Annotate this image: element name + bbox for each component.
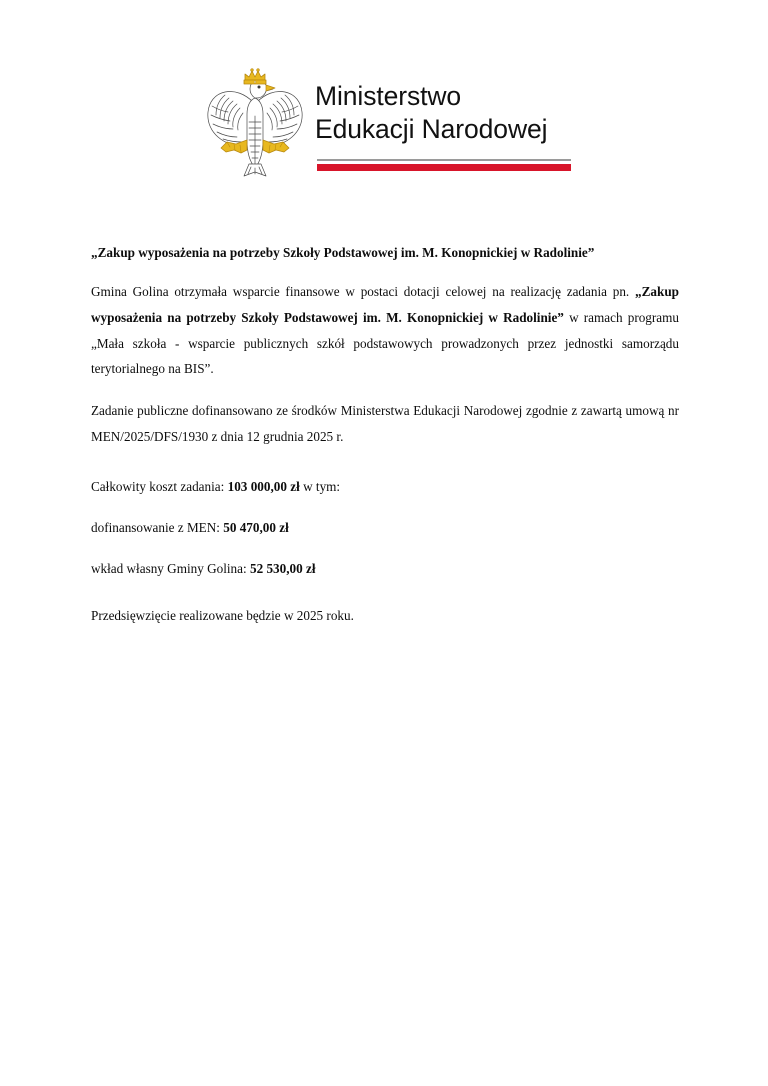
- men-funding-line: [91, 517, 679, 538]
- para1-part2: w ramach programu „Mała szkoła - wsparcie publicznych szkół podstawowych prowadzonych przez jednostki samorządu terytorialnego na BIS”.: [91, 309, 679, 377]
- paragraph-funding-source: [91, 279, 679, 382]
- para1-part1: Gmina Golina otrzymała wsparcie finansowe w postaci dotacji celowej na realizację zadania pn.: [91, 284, 635, 300]
- finance-summary: [91, 476, 679, 579]
- paragraph-agreement: Zadanie publiczne dofinansowano ze środków Ministerstwa Edukacji Narodowej zgodnie z zawartą umową nr MEN/2025/DFS/1930 z dnia 12 grudnia 2025 r.: [91, 403, 679, 444]
- total-cost-suffix: w tym:: [299, 478, 341, 494]
- polish-eagle-emblem-icon: [203, 68, 307, 180]
- document-title: „Zakup wyposażenia na potrzeby Szkoły Podstawowej im. M. Konopnickiej w Radolinie”: [91, 245, 595, 260]
- total-cost-value: 103 000,00 zł: [227, 478, 300, 494]
- total-cost-label: Całkowity koszt zadania:: [91, 478, 228, 494]
- total-cost-line: [91, 476, 679, 497]
- document-body: [91, 243, 679, 626]
- ministry-name-line-1: Ministerstwo: [315, 81, 462, 111]
- ministry-name-block: [315, 68, 571, 171]
- red-rule: [317, 164, 571, 171]
- men-funding-value: 50 470,00 zł: [223, 519, 289, 535]
- men-funding-label: dofinansowanie z MEN:: [91, 519, 224, 535]
- closing-statement: Przedsięwzięcie realizowane będzie w 2025 roku.: [91, 607, 354, 623]
- own-contribution-label: wkład własny Gminy Golina:: [91, 560, 250, 576]
- para1-project-name: „Zakup wyposażenia na potrzeby Szkoły Podstawowej im. M. Konopnickiej w Radolinie”: [91, 284, 679, 325]
- ministry-logo: [203, 68, 571, 180]
- ministry-name-line-2: Edukacji Narodowej: [315, 113, 548, 144]
- own-contribution-value: 52 530,00 zł: [249, 560, 316, 576]
- grey-rule: [317, 159, 571, 161]
- own-contribution-line: [91, 558, 679, 579]
